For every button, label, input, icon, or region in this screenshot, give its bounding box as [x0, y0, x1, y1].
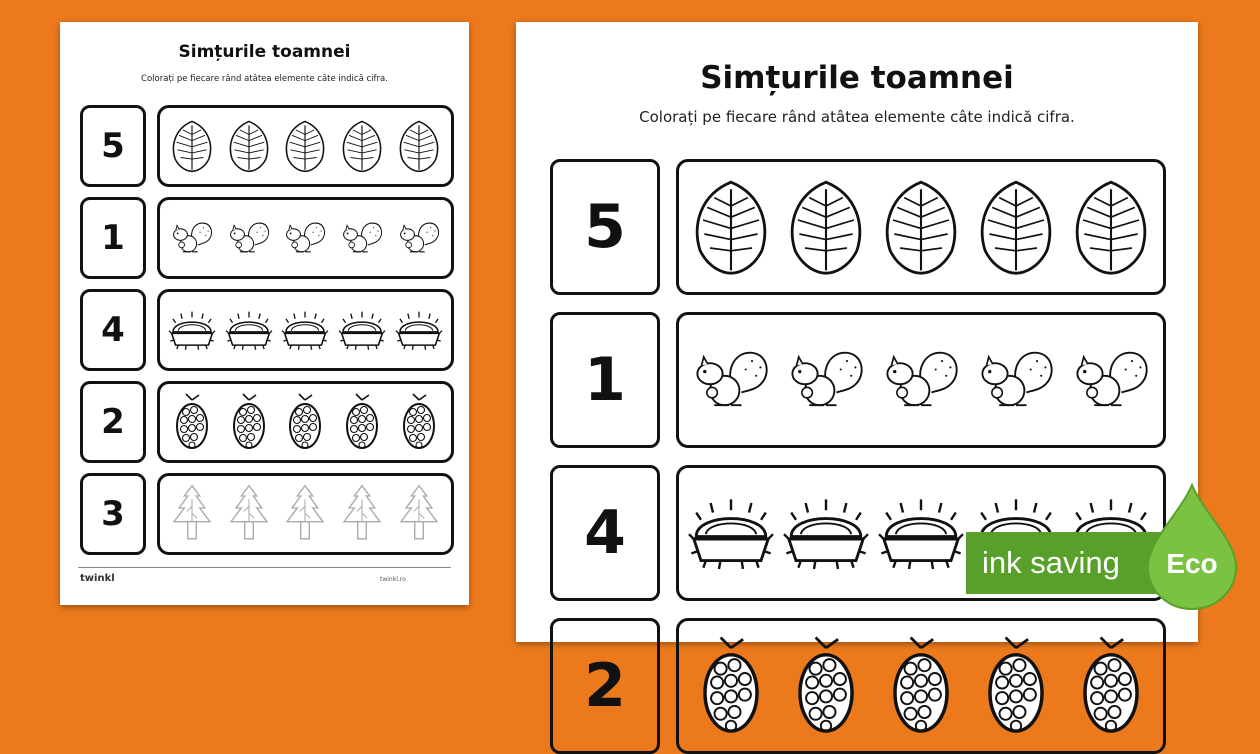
worksheet-instruction: Colorați pe fiecare rând atâtea elemente câte indică cifra.	[141, 74, 388, 84]
tree-icon[interactable]	[282, 484, 328, 544]
row-number: 3	[80, 473, 146, 555]
blackberry-icon[interactable]	[226, 392, 272, 452]
blackberry-icon[interactable]	[169, 392, 215, 452]
row-items[interactable]	[157, 105, 454, 187]
leaf-icon[interactable]	[169, 116, 215, 176]
chestnut-icon[interactable]	[784, 481, 868, 585]
footer-page-label: twinkl.ro	[380, 576, 406, 583]
blackberry-icon[interactable]	[1069, 634, 1153, 738]
row-items[interactable]	[157, 197, 454, 279]
row-number: 1	[550, 312, 660, 448]
row-items[interactable]	[157, 473, 454, 555]
squirrel-icon[interactable]	[974, 328, 1058, 432]
squirrel-icon[interactable]	[1069, 328, 1153, 432]
row-items[interactable]	[676, 618, 1166, 754]
row-items[interactable]	[676, 159, 1166, 295]
row-number: 2	[550, 618, 660, 754]
worksheet-preview-small[interactable]	[60, 22, 469, 605]
row-items[interactable]	[157, 381, 454, 463]
twinkl-logo: twinkl	[80, 573, 115, 584]
squirrel-icon[interactable]	[879, 328, 963, 432]
chestnut-icon[interactable]	[169, 300, 215, 360]
row-number: 5	[80, 105, 146, 187]
tree-icon[interactable]	[226, 484, 272, 544]
chestnut-icon[interactable]	[339, 300, 385, 360]
squirrel-icon[interactable]	[689, 328, 773, 432]
chestnut-icon[interactable]	[226, 300, 272, 360]
leaf-icon[interactable]	[879, 175, 963, 279]
leaf-icon[interactable]	[282, 116, 328, 176]
chestnut-icon[interactable]	[879, 481, 963, 585]
eco-drop-icon	[1144, 483, 1240, 613]
ink-saving-label: ink saving	[982, 545, 1120, 580]
eco-drop-label: Eco	[1166, 548, 1218, 579]
leaf-icon[interactable]	[339, 116, 385, 176]
squirrel-icon[interactable]	[396, 208, 442, 268]
row-number: 1	[80, 197, 146, 279]
blackberry-icon[interactable]	[974, 634, 1058, 738]
blackberry-icon[interactable]	[784, 634, 868, 738]
row-number: 4	[80, 289, 146, 371]
blackberry-icon[interactable]	[282, 392, 328, 452]
blackberry-icon[interactable]	[689, 634, 773, 738]
worksheet-instruction: Colorați pe fiecare rând atâtea elemente câte indică cifra.	[639, 108, 1075, 126]
worksheet-title: Simțurile toamnei	[178, 42, 351, 62]
row-number: 2	[80, 381, 146, 463]
blackberry-icon[interactable]	[879, 634, 963, 738]
leaf-icon[interactable]	[784, 175, 868, 279]
leaf-icon[interactable]	[1069, 175, 1153, 279]
row-items[interactable]	[676, 312, 1166, 448]
chestnut-icon[interactable]	[689, 481, 773, 585]
leaf-icon[interactable]	[226, 116, 272, 176]
tree-icon[interactable]	[339, 484, 385, 544]
leaf-icon[interactable]	[974, 175, 1058, 279]
squirrel-icon[interactable]	[226, 208, 272, 268]
leaf-icon[interactable]	[396, 116, 442, 176]
tree-icon[interactable]	[169, 484, 215, 544]
blackberry-icon[interactable]	[396, 392, 442, 452]
row-items[interactable]	[157, 289, 454, 371]
squirrel-icon[interactable]	[282, 208, 328, 268]
row-number: 5	[550, 159, 660, 295]
squirrel-icon[interactable]	[169, 208, 215, 268]
squirrel-icon[interactable]	[784, 328, 868, 432]
row-number: 4	[550, 465, 660, 601]
tree-icon[interactable]	[396, 484, 442, 544]
squirrel-icon[interactable]	[339, 208, 385, 268]
chestnut-icon[interactable]	[396, 300, 442, 360]
chestnut-icon[interactable]	[282, 300, 328, 360]
leaf-icon[interactable]	[689, 175, 773, 279]
worksheet-title: Simțurile toamnei	[700, 60, 1014, 96]
blackberry-icon[interactable]	[339, 392, 385, 452]
